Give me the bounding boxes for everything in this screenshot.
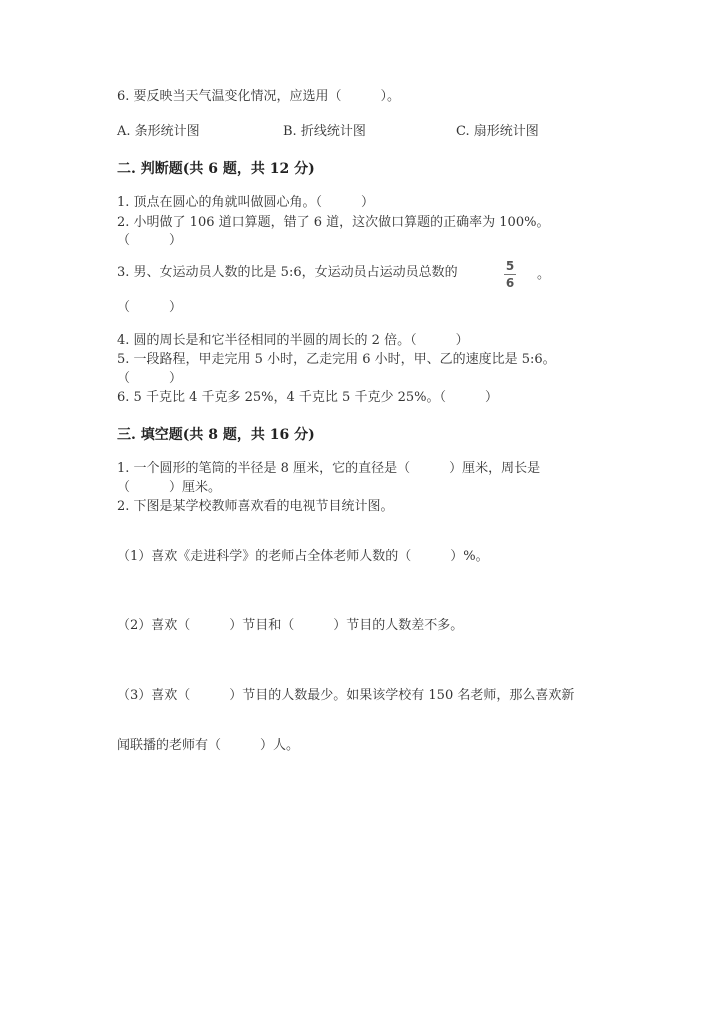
judge-item-3: 3. 男、女运动员人数的比是 5:6，女运动员占运动员总数的: [117, 265, 458, 280]
option-c: C. 扇形统计图: [456, 124, 539, 139]
fraction-denominator: 6: [505, 276, 515, 290]
judge-item-3-paren: （ ）: [117, 300, 183, 315]
fill-item-2: 2. 下图是某学校教师喜欢看的电视节目统计图。: [117, 499, 394, 514]
judge-item-4: 4. 圆的周长是和它半径相同的半圆的周长的 2 倍。（ ）: [117, 333, 469, 348]
fill-subq-1: （1）喜欢《走进科学》的老师占全体老师人数的（ ）%。: [117, 549, 489, 564]
judge-item-5: 5. 一段路程，甲走完用 5 小时，乙走完用 6 小时，甲、乙的速度比是 5:6。: [117, 352, 556, 367]
fraction-numerator: 5: [505, 259, 515, 273]
judge-item-6: 6. 5 千克比 4 千克多 25%，4 千克比 5 千克少 25%。（ ）: [117, 390, 498, 405]
fill-subq-3: （3）喜欢（ ）节目的人数最少。如果该学校有 150 名老师，那么喜欢新: [117, 688, 575, 703]
section-3-title: 三. 填空题(共 8 题，共 16 分): [117, 427, 315, 443]
fraction-bar: [504, 274, 516, 275]
fill-item-1: 1. 一个圆形的笔筒的半径是 8 厘米，它的直径是（ ）厘米，周长是: [117, 461, 541, 476]
judge-item-2-paren: （ ）: [117, 233, 183, 248]
fill-subq-3-cont: 闻联播的老师有（ ）人。: [117, 738, 300, 753]
question-6-text: 6. 要反映当天气温变化情况，应选用（ ）。: [117, 89, 401, 104]
fill-subq-2: （2）喜欢（ ）节目和（ ）节目的人数差不多。: [117, 618, 464, 633]
fill-item-1-cont: （ ）厘米。: [117, 480, 222, 495]
option-a: A. 条形统计图: [117, 124, 200, 139]
judge-item-5-paren: （ ）: [117, 371, 183, 386]
judge-item-3-period: 。: [537, 267, 551, 282]
judge-item-1: 1. 顶点在圆心的角就叫做圆心角。（ ）: [117, 195, 375, 210]
fraction-five-sixths: [500, 259, 520, 290]
section-2-title: 二. 判断题(共 6 题，共 12 分): [117, 161, 315, 177]
judge-item-2: 2. 小明做了 106 道口算题，错了 6 道，这次做口算题的正确率为 100%。: [117, 215, 550, 230]
option-b: B. 折线统计图: [283, 124, 366, 139]
